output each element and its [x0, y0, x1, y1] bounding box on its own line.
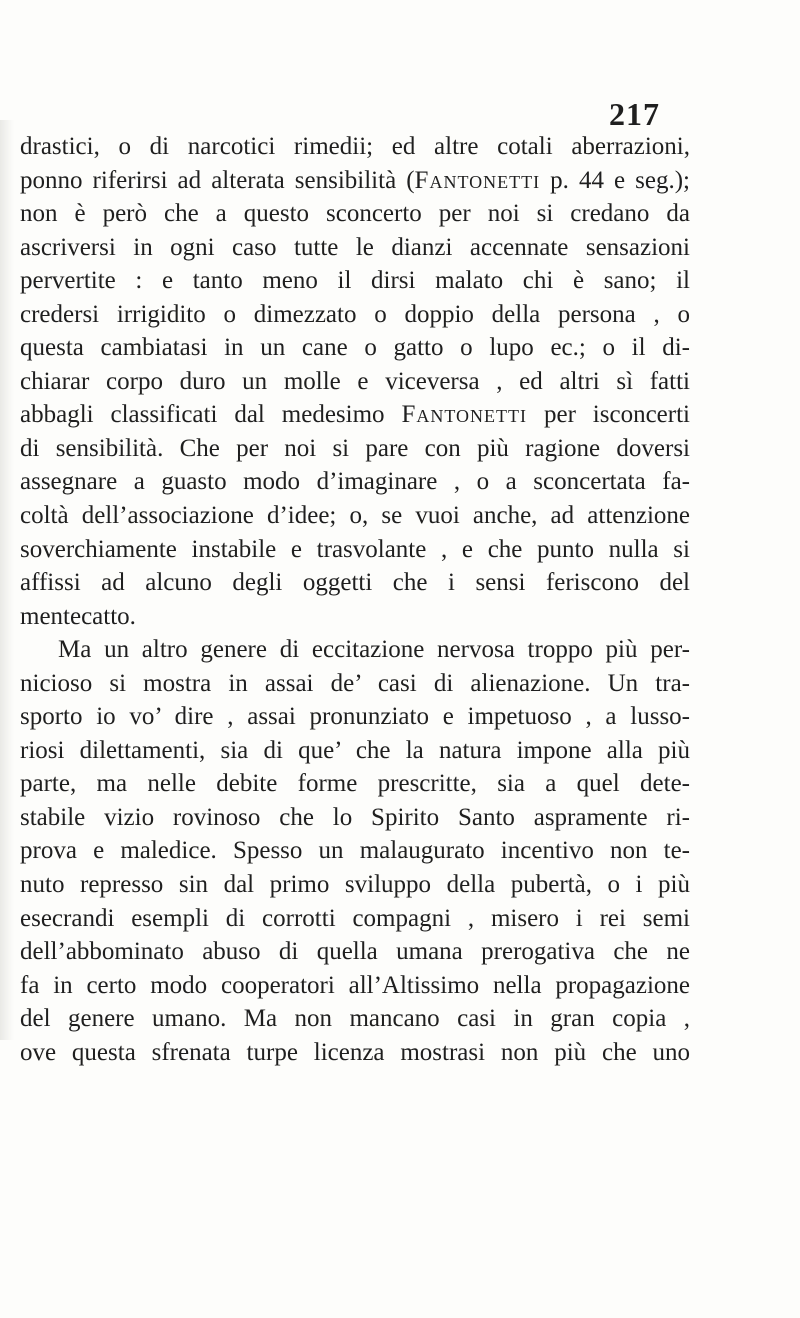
author-name-small-caps: Fantonetti — [414, 166, 541, 194]
text-line: dell’abbominato abuso di quella umana prerogativa che ne — [20, 938, 690, 966]
text-line: abbagli classificati dal medesimo Fantonetti per isconcerti — [20, 401, 690, 429]
body-text — [20, 130, 690, 1069]
paragraph-first-line: Ma un altro genere di eccitazione nervosa troppo più per- — [58, 636, 690, 664]
text-line: prova e maledice. Spesso un malaugurato incentivo non te- — [20, 837, 690, 865]
text-line: soverchiamente instabile e trasvolante , e che punto nulla si — [20, 535, 690, 563]
text-line: non è però che a questo sconcerto per noi si credano da — [20, 200, 690, 228]
text-line: del genere umano. Ma non mancano casi in gran copia , — [20, 1005, 690, 1033]
text-line: coltà dell’associazione d’idee; o, se vuoi anche, ad attenzione — [20, 502, 690, 530]
text-line: fa in certo modo cooperatori all’Altissimo nella propagazione — [20, 971, 690, 999]
text-line: sporto io vo’ dire , assai pronunziato e impetuoso , a lusso- — [20, 703, 690, 731]
text-line: credersi irrigidito o dimezzato o doppio della persona , o — [20, 300, 690, 328]
text-line: assegnare a guasto modo d’imaginare , o a sconcertata fa- — [20, 468, 690, 496]
text-line: pervertite : e tanto meno il dirsi malato chi è sano; il — [20, 267, 690, 295]
text-line: parte, ma nelle debite forme prescritte, sia a quel dete- — [20, 770, 690, 798]
text-line: di sensibilità. Che per noi si pare con più ragione doversi — [20, 434, 690, 462]
author-name-small-caps: Fantonetti — [401, 401, 528, 429]
text-line: ascriversi in ogni caso tutte le dianzi accennate sensazioni — [20, 233, 690, 261]
text-line: affissi ad alcuno degli oggetti che i sensi feriscono del — [20, 569, 690, 597]
text-line: chiarar corpo duro un molle e viceversa , ed altri sì fatti — [20, 367, 690, 395]
text-line: nicioso si mostra in assai de’ casi di alienazione. Un tra- — [20, 669, 690, 697]
text-line: mentecatto. — [20, 602, 136, 630]
text-line: ove questa sfrenata turpe licenza mostrasi non più che uno — [20, 1038, 690, 1066]
text-line: stabile vizio rovinoso che lo Spirito Santo aspramente ri- — [20, 803, 690, 831]
text-line: drastici, o di narcotici rimedii; ed altre cotali aberrazioni, — [20, 133, 690, 160]
page-number: 217 — [609, 96, 660, 132]
text-line: nuto represso sin dal primo sviluppo della pubertà, o i più — [20, 871, 690, 899]
text-line: riosi dilettamenti, sia di que’ che la natura impone alla più — [20, 736, 690, 764]
text-line: questa cambiatasi in un cane o gatto o lupo ec.; o il di- — [20, 334, 690, 362]
binding-gutter-shadow — [0, 120, 14, 1040]
text-line: esecrandi esempli di corrotti compagni , misero i rei semi — [20, 904, 690, 932]
text-line: ponno riferirsi ad alterata sensibilità (Fantonetti p. 44 e seg.); — [20, 166, 690, 194]
